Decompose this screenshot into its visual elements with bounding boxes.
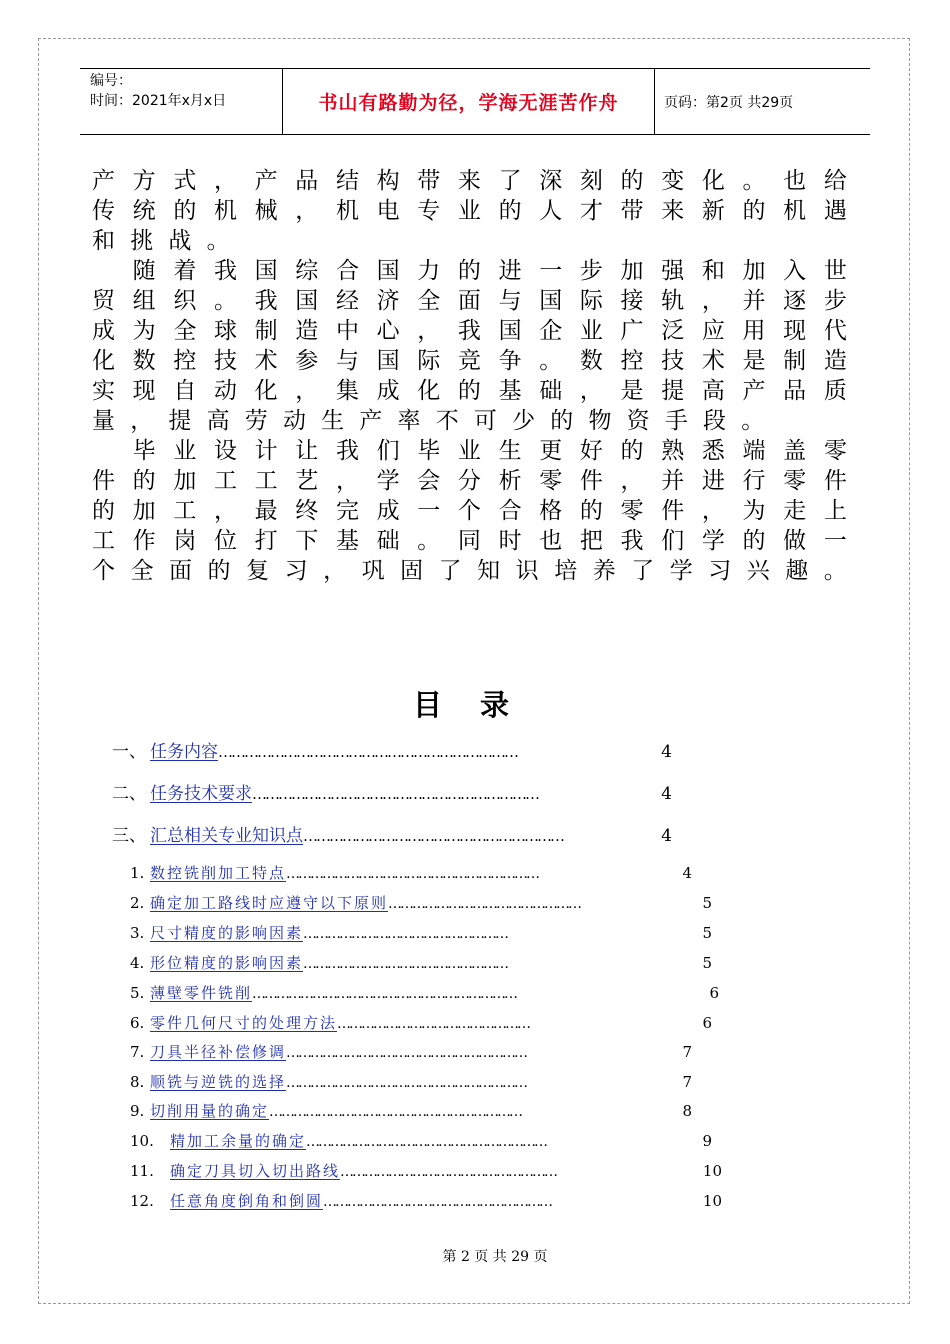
toc-entry-leader: ……………………………………………… [340, 1164, 557, 1180]
toc-entry[interactable] [130, 1041, 692, 1062]
toc-entry-page: 10 [702, 1162, 722, 1180]
toc-entry-link[interactable]: 形位精度的影响因素 [150, 954, 304, 972]
toc-entry-number: 11. [130, 1162, 154, 1180]
document-number-label: 编号： [90, 73, 132, 89]
toc-entry-page: 7 [682, 1073, 692, 1091]
toc-entry[interactable] [130, 982, 719, 1003]
document-time-label: 时间：2021年x月x日 [90, 93, 227, 109]
toc-entry-link[interactable]: 尺寸精度的影响因素 [150, 924, 304, 942]
toc-entry-link[interactable]: 确定加工路线时应遵守以下原则 [150, 894, 389, 912]
toc-entry-number: 12. [130, 1192, 154, 1210]
toc-entry[interactable] [130, 892, 712, 913]
toc-entry-page: 4 [661, 826, 672, 846]
toc-entry-number: 7. [130, 1043, 145, 1061]
toc-entry-page: 5 [702, 894, 712, 912]
toc-entry-link[interactable]: 任意角度倒角和倒圆 [170, 1192, 324, 1210]
toc-entry-page: 7 [682, 1043, 692, 1061]
toc-entry-page: 4 [661, 742, 672, 762]
toc-entry-number: 一、 [112, 742, 146, 762]
toc-entry[interactable] [112, 821, 672, 846]
toc-entry[interactable] [130, 1190, 722, 1211]
toc-entry-page: 5 [702, 924, 712, 942]
toc-entry-number: 4. [130, 954, 145, 972]
toc-entry-link[interactable]: 零件几何尺寸的处理方法 [150, 1014, 338, 1032]
toc-entry-number: 10. [130, 1132, 154, 1150]
toc-entry-leader: …………………………………………………… [286, 1045, 527, 1061]
body-line: 成 为 全 球 制 造 中 心 ， 我 国 企 业 广 泛 应 用 现 代 [92, 318, 847, 344]
toc-entry[interactable] [112, 779, 672, 804]
body-line: 实 现 自 动 化 ， 集 成 化 的 基 础 ， 是 提 高 产 品 质 [92, 378, 847, 404]
toc-entry-link[interactable]: 顺铣与逆铣的选择 [150, 1073, 287, 1091]
toc-entry[interactable] [130, 1012, 712, 1033]
toc-entry[interactable] [130, 922, 712, 943]
toc-entry-link[interactable]: 任务技术要求 [150, 784, 252, 804]
toc-entry-number: 3. [130, 924, 145, 942]
body-line: 件 的 加 工 工 艺 ， 学 会 分 析 零 件 ， 并 进 行 零 件 [92, 468, 847, 494]
page-header [80, 68, 870, 135]
toc-entry-leader: …………………………………………… [303, 926, 508, 942]
toc-entry[interactable] [130, 952, 712, 973]
body-line: 量 ， 提 高 劳 动 生 产 率 不 可 少 的 物 资 手 段 。 [92, 408, 765, 434]
header-motto: 书山有路勤为径，学海无涯苦作舟 [282, 69, 655, 134]
toc-entry[interactable] [130, 862, 692, 883]
toc-entry-number: 8. [130, 1073, 145, 1091]
toc-entry-page: 4 [661, 784, 672, 804]
toc-entry-number: 1. [130, 864, 145, 882]
toc-entry-number: 6. [130, 1014, 145, 1032]
page-footer: 第 2 页 共 29 页 [442, 1249, 548, 1265]
toc-entry-link[interactable]: 切削用量的确定 [150, 1102, 270, 1120]
toc-entry-number: 5. [130, 984, 145, 1002]
toc-entry-leader: …………………………………………………… [286, 1075, 527, 1091]
toc-entry[interactable] [130, 1100, 692, 1121]
toc-entry-leader: ………………………………………………………… [252, 785, 538, 803]
toc-entry-leader: ……………………………………………………… [269, 1104, 522, 1120]
toc-entry-leader: …………………………………………………… [306, 1134, 547, 1150]
toc-entry-link[interactable]: 刀具半径补偿修调 [150, 1043, 287, 1061]
toc-entry-number: 9. [130, 1102, 145, 1120]
toc-title: 目录 [412, 688, 547, 722]
toc-entry-page: 9 [702, 1132, 712, 1150]
body-line: 贸 组 织 。 我 国 经 济 全 面 与 国 际 接 轨 ， 并 逐 步 [92, 288, 847, 314]
body-line: 毕 业 设 计 让 我 们 毕 业 生 更 好 的 熟 悉 端 盖 零 [132, 438, 847, 464]
toc-entry-page: 8 [682, 1102, 692, 1120]
toc-entry-link[interactable]: 薄壁零件铣削 [150, 984, 253, 1002]
toc-entry-link[interactable]: 汇总相关专业知识点 [150, 826, 303, 846]
header-page-info: 页码：第2页 共29页 [664, 94, 794, 111]
toc-entry-leader: ………………………………………………………… [252, 986, 517, 1002]
body-line: 和 挑 战 。 [92, 228, 230, 254]
toc-entry-number: 2. [130, 894, 145, 912]
toc-entry-link[interactable]: 精加工余量的确定 [170, 1132, 307, 1150]
body-line: 传 统 的 机 械 ， 机 电 专 业 的 人 才 带 来 新 的 机 遇 [92, 198, 847, 224]
body-line: 的 加 工 ， 最 终 完 成 一 个 合 格 的 零 件 ， 为 走 上 [92, 498, 847, 524]
toc-entry-link[interactable]: 数控铣削加工特点 [150, 864, 287, 882]
body-paragraphs [92, 166, 847, 586]
body-line: 化 数 控 技 术 参 与 国 际 竞 争 。 数 控 技 术 是 制 造 [92, 348, 847, 374]
toc-entry-number: 三、 [112, 826, 146, 846]
toc-entry-leader: …………………………………………………………… [218, 743, 517, 761]
body-line: 个 全 面 的 复 习 ， 巩 固 了 知 识 培 养 了 学 习 兴 趣 。 [92, 558, 847, 584]
toc-entry-leader: ………………………………………… [388, 896, 581, 912]
toc-entry-leader: ………………………………………………… [323, 1194, 552, 1210]
toc-entry-page: 6 [702, 1014, 712, 1032]
toc-entry[interactable] [112, 737, 672, 762]
toc-entry-leader: …………………………………………………… [303, 827, 563, 845]
body-line: 随 着 我 国 综 合 国 力 的 进 一 步 加 强 和 加 入 世 [132, 258, 847, 284]
toc-entry-leader: ……………………………………………………… [286, 866, 539, 882]
toc-entry-page: 6 [709, 984, 719, 1002]
toc-entry-page: 4 [682, 864, 692, 882]
toc-entry-link[interactable]: 任务内容 [150, 742, 218, 762]
toc-entry-page: 5 [702, 954, 712, 972]
body-line: 产 方 式 ， 产 品 结 构 带 来 了 深 刻 的 变 化 。 也 给 [92, 168, 847, 194]
toc-entry[interactable] [130, 1071, 692, 1092]
header-meta [80, 69, 282, 134]
toc-entry-leader: ………………………………………… [337, 1016, 530, 1032]
toc-entry[interactable] [130, 1160, 722, 1181]
body-line: 工 作 岗 位 打 下 基 础 。 同 时 也 把 我 们 学 的 做 一 [92, 528, 847, 554]
toc-entry-number: 二、 [112, 784, 146, 804]
toc-entry-leader: …………………………………………… [303, 956, 508, 972]
toc-entry[interactable] [130, 1130, 712, 1151]
toc-entry-link[interactable]: 确定刀具切入切出路线 [170, 1162, 341, 1180]
toc-entry-page: 10 [702, 1192, 722, 1210]
